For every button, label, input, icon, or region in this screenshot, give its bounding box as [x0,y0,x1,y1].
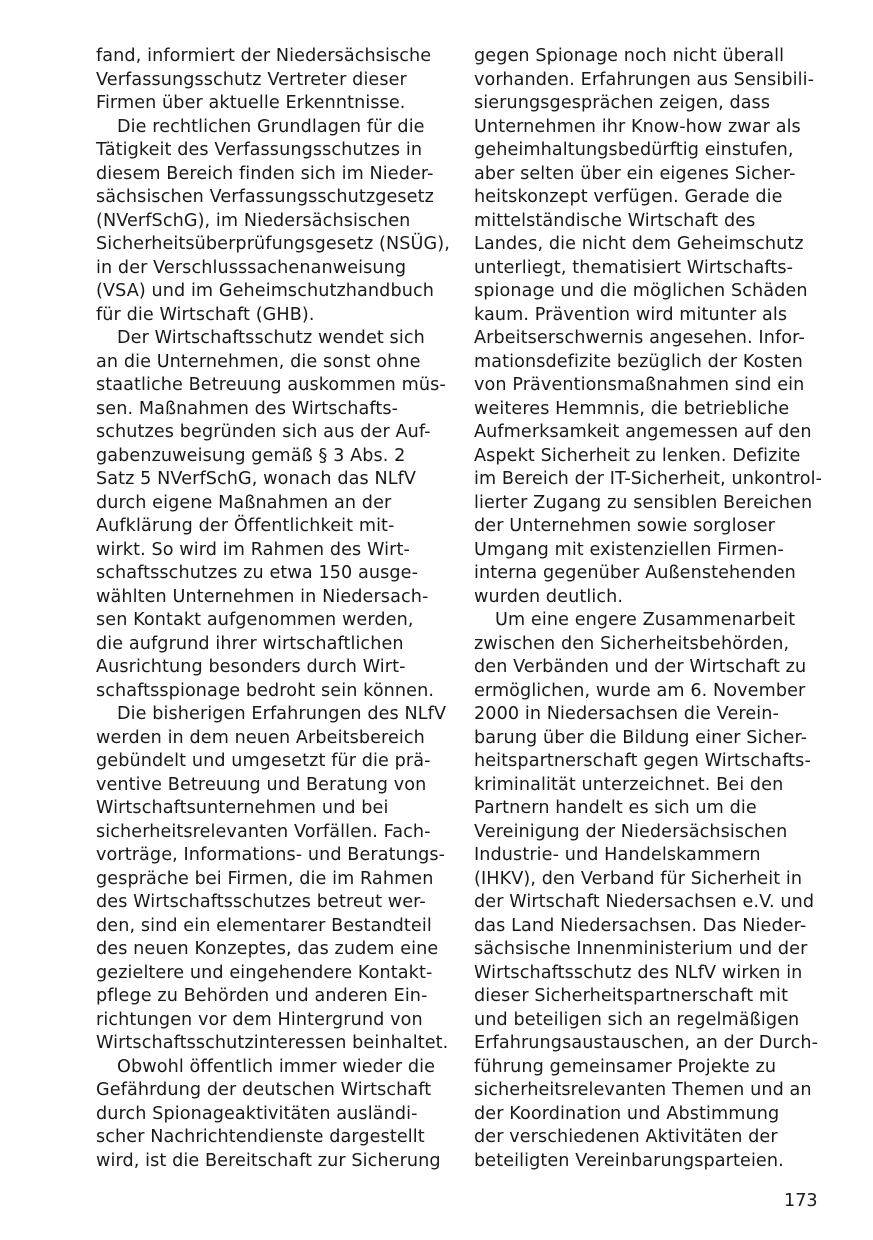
text-line: im Bereich der IT-Sicherheit, unkontrol- [474,469,823,489]
text-line: interna gegenüber Außenstehenden [474,563,796,583]
text-line: kriminalität unterzeichnet. Bei den [474,774,784,795]
text-line: Landes, die nicht dem Geheimschutz [474,234,804,254]
text-line: (IHKV), den Verband für Sicherheit in [474,868,803,889]
text-line: schutzes begründen sich aus der Auf- [96,422,431,442]
text-line: fand, informiert der Niedersächsische [96,46,432,66]
text-line: heitspartnerschaft gegen Wirtschafts- [474,751,811,771]
text-line: in der Verschlusssachenanweisung [96,257,407,278]
right-text-column [474,45,824,1173]
text-line: barung über die Bildung einer Sicher- [474,727,808,748]
text-line: Wirtschaftsschutzinteressen beinhaltet. [96,1033,449,1053]
text-line: das Land Niedersachsen. Das Nieder- [474,915,807,936]
text-line: führung gemeinsamer Projekte zu [474,1056,777,1077]
text-line: Aufklärung der Öffentlichkeit mit- [96,516,395,536]
text-line: sen Kontakt aufgenommen werden, [96,610,414,630]
text-line: Industrie- und Handelskammern [474,845,761,865]
text-line: schaftsspionage bedroht sein können. [96,680,435,701]
text-line: beteiligten Vereinbarungsparteien. [474,1150,784,1171]
text-line: von Präventionsmaßnahmen sind ein [474,375,805,395]
text-line: für die Wirtschaft (GHB). [96,304,315,325]
text-line: weiteres Hemmnis, die betriebliche [474,398,790,419]
text-line: Aspekt Sicherheit zu lenken. Defizite [474,445,801,466]
text-line: Aufmerksamkeit angemessen auf den [474,422,812,442]
text-line: wurden deutlich. [474,586,624,607]
text-line: Der Wirtschaftsschutz wendet sich [117,328,425,348]
text-line: wählten Unternehmen in Niedersach- [96,586,429,607]
text-line: staatliche Betreuung auskommen müs- [96,375,446,395]
text-line: pflege zu Behörden und anderen Ein- [96,986,428,1006]
text-line: Sicherheitsüberprüfungsgesetz (NSÜG), [96,234,450,254]
text-line: Erfahrungsaustauschen, an der Durch- [474,1033,819,1053]
text-line: Die bisherigen Erfahrungen des NLfV [117,704,447,724]
text-line: gabenzuweisung gemäß § 3 Abs. 2 [96,445,406,466]
text-line: durch eigene Maßnahmen an der [96,492,392,513]
text-line: Firmen über aktuelle Erkenntnisse. [96,93,406,113]
text-line: der verschiedenen Aktivitäten der [474,1127,778,1147]
text-line: Die rechtlichen Grundlagen für die [117,116,425,137]
text-line: werden in dem neuen Arbeitsbereich [96,727,425,748]
text-line: Vereinigung der Niedersächsischen [474,821,788,842]
text-line: Wirtschaftsunternehmen und bei [96,798,389,818]
text-line: Tätigkeit des Verfassungsschutzes in [96,140,423,160]
text-line: geheimhaltungsbedürftig einstufen, [474,140,794,160]
text-line: den Verbänden und der Wirtschaft zu [474,657,807,677]
text-line: des Wirtschaftsschutzes betreut wer- [96,892,426,912]
text-line: der Koordination und Abstimmung [474,1103,780,1124]
text-line: sen. Maßnahmen des Wirtschafts- [96,398,399,419]
text-line: gespräche bei Firmen, die im Rahmen [96,868,434,889]
text-line: schaftsschutzes zu etwa 150 ausge- [96,563,419,583]
text-line: sicherheitsrelevanten Themen und an [474,1080,812,1100]
text-line: gezieltere und eingehendere Kontakt- [96,962,433,983]
text-line: dieser Sicherheitspartnerschaft mit [474,986,789,1006]
text-line: kaum. Prävention wird mitunter als [474,304,788,325]
text-line: richtungen vor dem Hintergrund von [96,1009,423,1030]
text-line: den, sind ein elementarer Bestandteil [96,915,432,936]
text-line: Satz 5 NVerfSchG, wonach das NLfV [96,469,417,489]
text-line: des neuen Konzeptes, das zudem eine [96,939,439,959]
text-line: zwischen den Sicherheitsbehörden, [474,633,790,654]
text-line: Gefährdung der deutschen Wirtschaft [96,1080,432,1100]
text-line: durch Spionageaktivitäten ausländi- [96,1103,418,1124]
text-line: aber selten über ein eigenes Sicher- [474,163,796,184]
text-line: ermöglichen, wurde am 6. November [474,680,806,701]
text-line: Ausrichtung besonders durch Wirt- [96,657,406,677]
text-line: Partnern handelt es sich um die [474,798,757,818]
text-line: sierungsgesprächen zeigen, dass [474,93,771,113]
page-number: 173 [784,1191,818,1211]
text-line: (NVerfSchG), im Niedersächsischen [96,210,411,231]
text-line: sächsischen Verfassungsschutzgesetz [96,187,434,207]
text-line: heitskonzept verfügen. Gerade die [474,187,783,207]
text-line: lierter Zugang zu sensiblen Bereichen [474,492,813,513]
text-line: Verfassungsschutz Vertreter dieser [96,69,407,90]
text-line: (VSA) und im Geheimschutzhandbuch [96,281,434,301]
text-line: spionage und die möglichen Schäden [474,281,808,301]
text-line: Um eine engere Zusammenarbeit [495,610,796,630]
text-line: Obwohl öffentlich immer wieder die [117,1056,436,1077]
text-line: gebündelt und umgesetzt für die prä- [96,751,431,771]
text-line: sicherheitsrelevanten Vorfällen. Fach- [96,821,431,842]
text-line: diesem Bereich finden sich im Nieder- [96,163,434,184]
text-line: Arbeitserschwernis angesehen. Infor- [474,328,805,348]
text-line: Wirtschaftsschutz des NLfV wirken in [474,962,803,983]
text-line: wird, ist die Bereitschaft zur Sicherung [96,1150,441,1171]
text-line: der Wirtschaft Niedersachsen e.V. und [474,892,815,912]
text-line: unterliegt, thematisiert Wirtschafts- [474,257,794,278]
text-line: und beteiligen sich an regelmäßigen [474,1009,800,1030]
text-line: vorträge, Informations- und Beratungs- [96,845,446,865]
text-line: der Unternehmen sowie sorgloser [474,516,775,536]
text-line: Umgang mit existenziellen Firmen- [474,539,784,560]
text-line: mationsdefizite bezüglich der Kosten [474,351,803,372]
text-line: vorhanden. Erfahrungen aus Sensibili- [474,69,815,90]
text-line: ventive Betreuung und Beratung von [96,774,427,795]
text-line: sächsische Innenministerium und der [474,939,808,959]
text-line: 2000 in Niedersachsen die Verein- [474,704,779,724]
text-line: die aufgrund ihrer wirtschaftlichen [96,633,404,654]
text-line: mittelständische Wirtschaft des [474,210,756,231]
text-line: wirkt. So wird im Rahmen des Wirt- [96,539,410,560]
text-line: an die Unternehmen, die sonst ohne [96,351,421,372]
text-line: gegen Spionage noch nicht überall [474,46,785,66]
text-line: Unternehmen ihr Know-how zwar als [474,116,801,137]
left-text-column [96,45,450,1173]
text-line: scher Nachrichtendienste dargestellt [96,1127,425,1147]
